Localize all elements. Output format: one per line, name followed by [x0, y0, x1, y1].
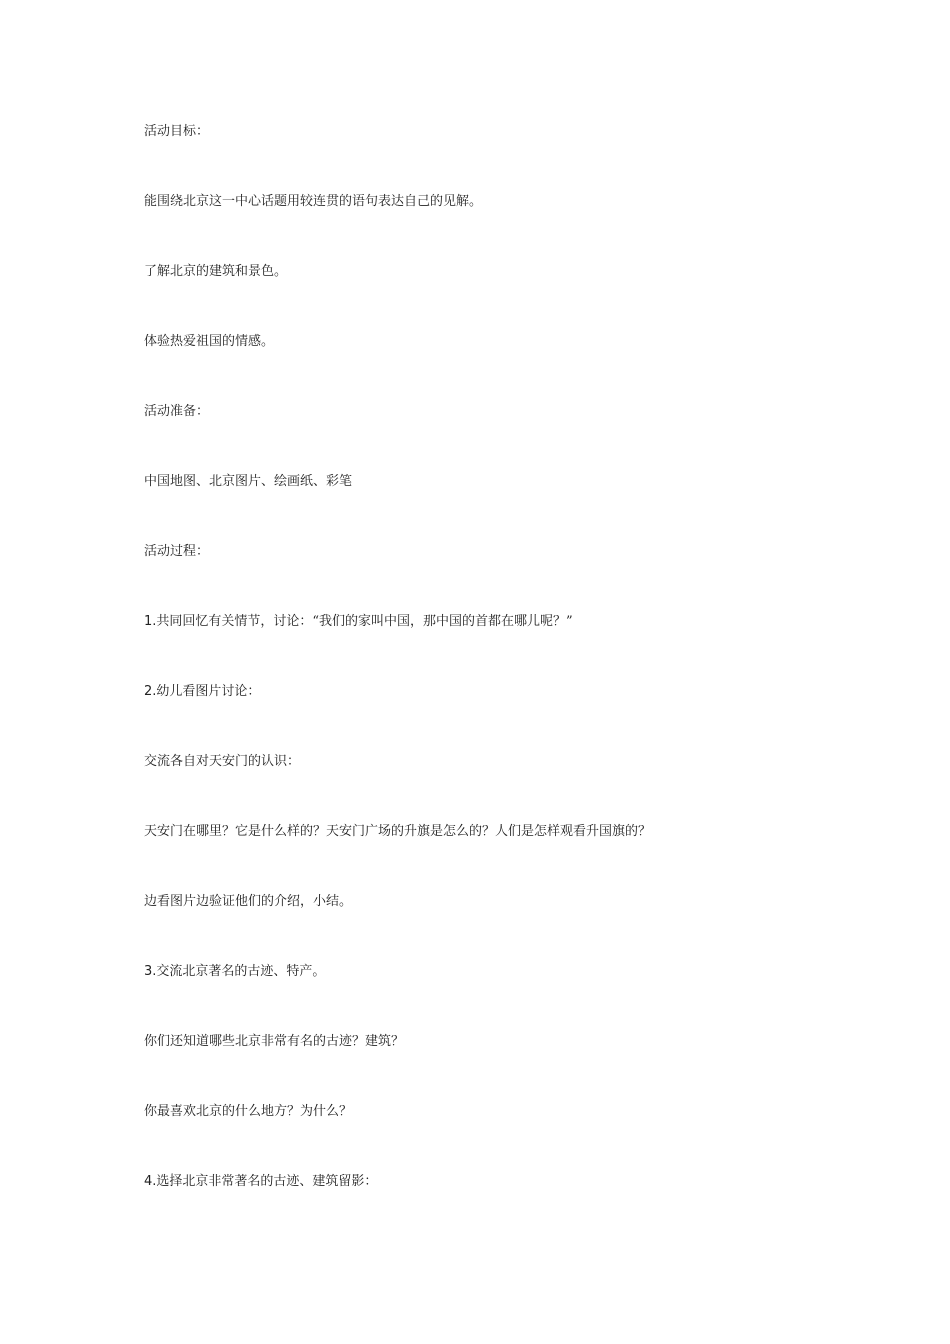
paragraph-text: 能围绕北京这一中心话题用较连贯的语句表达自己的见解。 [144, 194, 483, 209]
heading-activity-process [144, 542, 844, 612]
goal-item [144, 192, 844, 262]
paragraph-text: 体验热爱祖国的情感。 [144, 334, 275, 349]
paragraph-number: 1. [144, 614, 157, 629]
paragraph-text: 活动目标： [144, 124, 210, 139]
paragraph-text: 中国地图、北京图片、绘画纸、彩笔 [144, 474, 353, 489]
process-detail [144, 822, 844, 892]
process-detail [144, 1102, 844, 1172]
paragraph-text: 交流各自对天安门的认识： [144, 754, 301, 769]
process-detail [144, 1032, 844, 1102]
preparation-materials [144, 472, 844, 542]
paragraph-text: 你最喜欢北京的什么地方？为什么？ [144, 1104, 353, 1119]
process-step-2 [144, 682, 844, 752]
goal-item [144, 332, 844, 402]
paragraph-text: 幼儿看图片讨论： [156, 684, 261, 699]
paragraph-text: 你们还知道哪些北京非常有名的古迹？建筑？ [144, 1034, 405, 1049]
heading-activity-preparation [144, 402, 844, 472]
paragraph-text: 选择北京非常著名的古迹、建筑留影： [156, 1174, 378, 1189]
paragraph-number: 3. [144, 964, 157, 979]
document-body [144, 122, 844, 1242]
paragraph-text: 共同回忆有关情节，讨论：“我们的家叫中国，那中国的首都在哪儿呢？” [156, 614, 573, 629]
process-step-1 [144, 612, 844, 682]
process-step-4 [144, 1172, 844, 1242]
paragraph-number: 2. [144, 684, 157, 699]
process-step-3 [144, 962, 844, 1032]
paragraph-text: 活动过程： [144, 544, 210, 559]
paragraph-text: 天安门在哪里？它是什么样的？天安门广场的升旗是怎么的？人们是怎样观看升国旗的？ [144, 824, 652, 839]
paragraph-text: 交流北京著名的古迹、特产。 [156, 964, 326, 979]
process-detail [144, 752, 844, 822]
paragraph-text: 边看图片边验证他们的介绍，小结。 [144, 894, 353, 909]
process-detail [144, 892, 844, 962]
goal-item [144, 262, 844, 332]
paragraph-text: 活动准备： [144, 404, 210, 419]
heading-activity-goals [144, 122, 844, 192]
paragraph-text: 了解北京的建筑和景色。 [144, 264, 288, 279]
paragraph-number: 4. [144, 1174, 157, 1189]
